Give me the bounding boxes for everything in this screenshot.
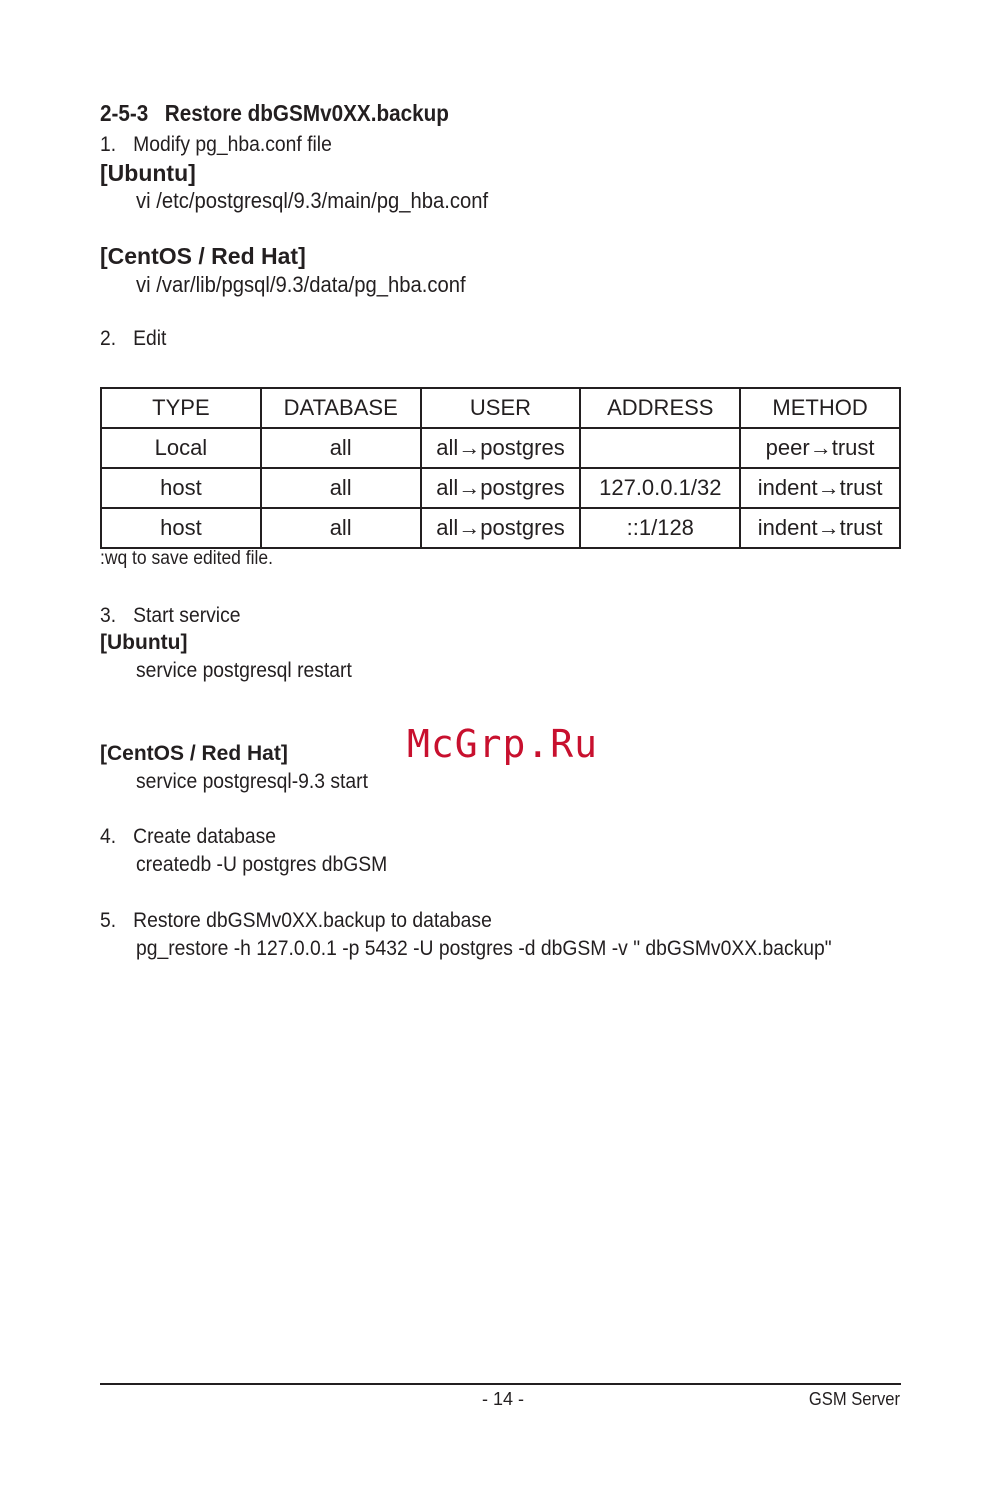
cell-user: all→postgres (421, 428, 581, 468)
step-3-centos-label: [CentOS / Red Hat] (100, 742, 288, 765)
footer-divider (100, 1383, 901, 1385)
cell-address: ::1/128 (580, 508, 740, 548)
step-2-text: Edit (133, 327, 167, 350)
step-4-number: 4. (100, 825, 117, 848)
section-title-text: Restore dbGSMv0XX.backup (164, 100, 449, 126)
cell-database: all (261, 428, 421, 468)
cell-method: indent→trust (740, 508, 900, 548)
table-row (101, 508, 900, 548)
header-type: TYPE (101, 388, 261, 428)
step-5-text: Restore dbGSMv0XX.backup to database (133, 909, 492, 932)
step-4-command: createdb -U postgres dbGSM (136, 853, 388, 876)
cell-method: peer→trust (740, 428, 900, 468)
step-1-centos-label: [CentOS / Red Hat] (100, 243, 306, 269)
cell-user: all→postgres (421, 508, 581, 548)
header-method: METHOD (740, 388, 900, 428)
step-1-ubuntu-command: vi /etc/postgresql/9.3/main/pg_hba.conf (136, 188, 489, 213)
step-1-ubuntu-label: [Ubuntu] (100, 160, 196, 186)
table-row (101, 468, 900, 508)
header-database: DATABASE (261, 388, 421, 428)
page-number: - 14 - (482, 1389, 525, 1409)
cell-method: indent→trust (740, 468, 900, 508)
cell-database: all (261, 468, 421, 508)
cell-address: 127.0.0.1/32 (580, 468, 740, 508)
step-1 (100, 133, 332, 157)
step-3-number: 3. (100, 604, 117, 627)
cell-database: all (261, 508, 421, 548)
watermark: McGrp.Ru (407, 722, 599, 766)
section-title (100, 100, 449, 127)
step-2-number: 2. (100, 327, 117, 350)
step-5-command: pg_restore -h 127.0.0.1 -p 5432 -U postgres -d dbGSM -v " dbGSMv0XX.backup" (136, 937, 832, 960)
cell-user: all→postgres (421, 468, 581, 508)
pg-hba-table (100, 387, 901, 549)
table-row (101, 428, 900, 468)
cell-type: host (101, 508, 261, 548)
step-3 (100, 604, 240, 628)
step-5-number: 5. (100, 909, 117, 932)
step-3-text: Start service (133, 604, 241, 627)
step-3-centos-command: service postgresql-9.3 start (136, 770, 368, 793)
table-header-row (101, 388, 900, 428)
cell-type: Local (101, 428, 261, 468)
step-3-ubuntu-label: [Ubuntu] (100, 631, 188, 654)
save-note: :wq to save edited file. (100, 548, 273, 569)
step-2 (100, 327, 166, 351)
product-name: GSM Server (808, 1389, 900, 1409)
step-1-text: Modify pg_hba.conf file (133, 133, 332, 156)
cell-type: host (101, 468, 261, 508)
step-4 (100, 825, 276, 849)
step-1-centos-command: vi /var/lib/pgsql/9.3/data/pg_hba.conf (136, 272, 466, 297)
header-address: ADDRESS (580, 388, 740, 428)
step-3-ubuntu-command: service postgresql restart (136, 659, 352, 682)
header-user: USER (421, 388, 581, 428)
section-number: 2-5-3 (100, 100, 149, 126)
step-1-number: 1. (100, 133, 117, 156)
cell-address (580, 428, 740, 468)
step-5 (100, 909, 492, 933)
step-4-text: Create database (133, 825, 276, 848)
